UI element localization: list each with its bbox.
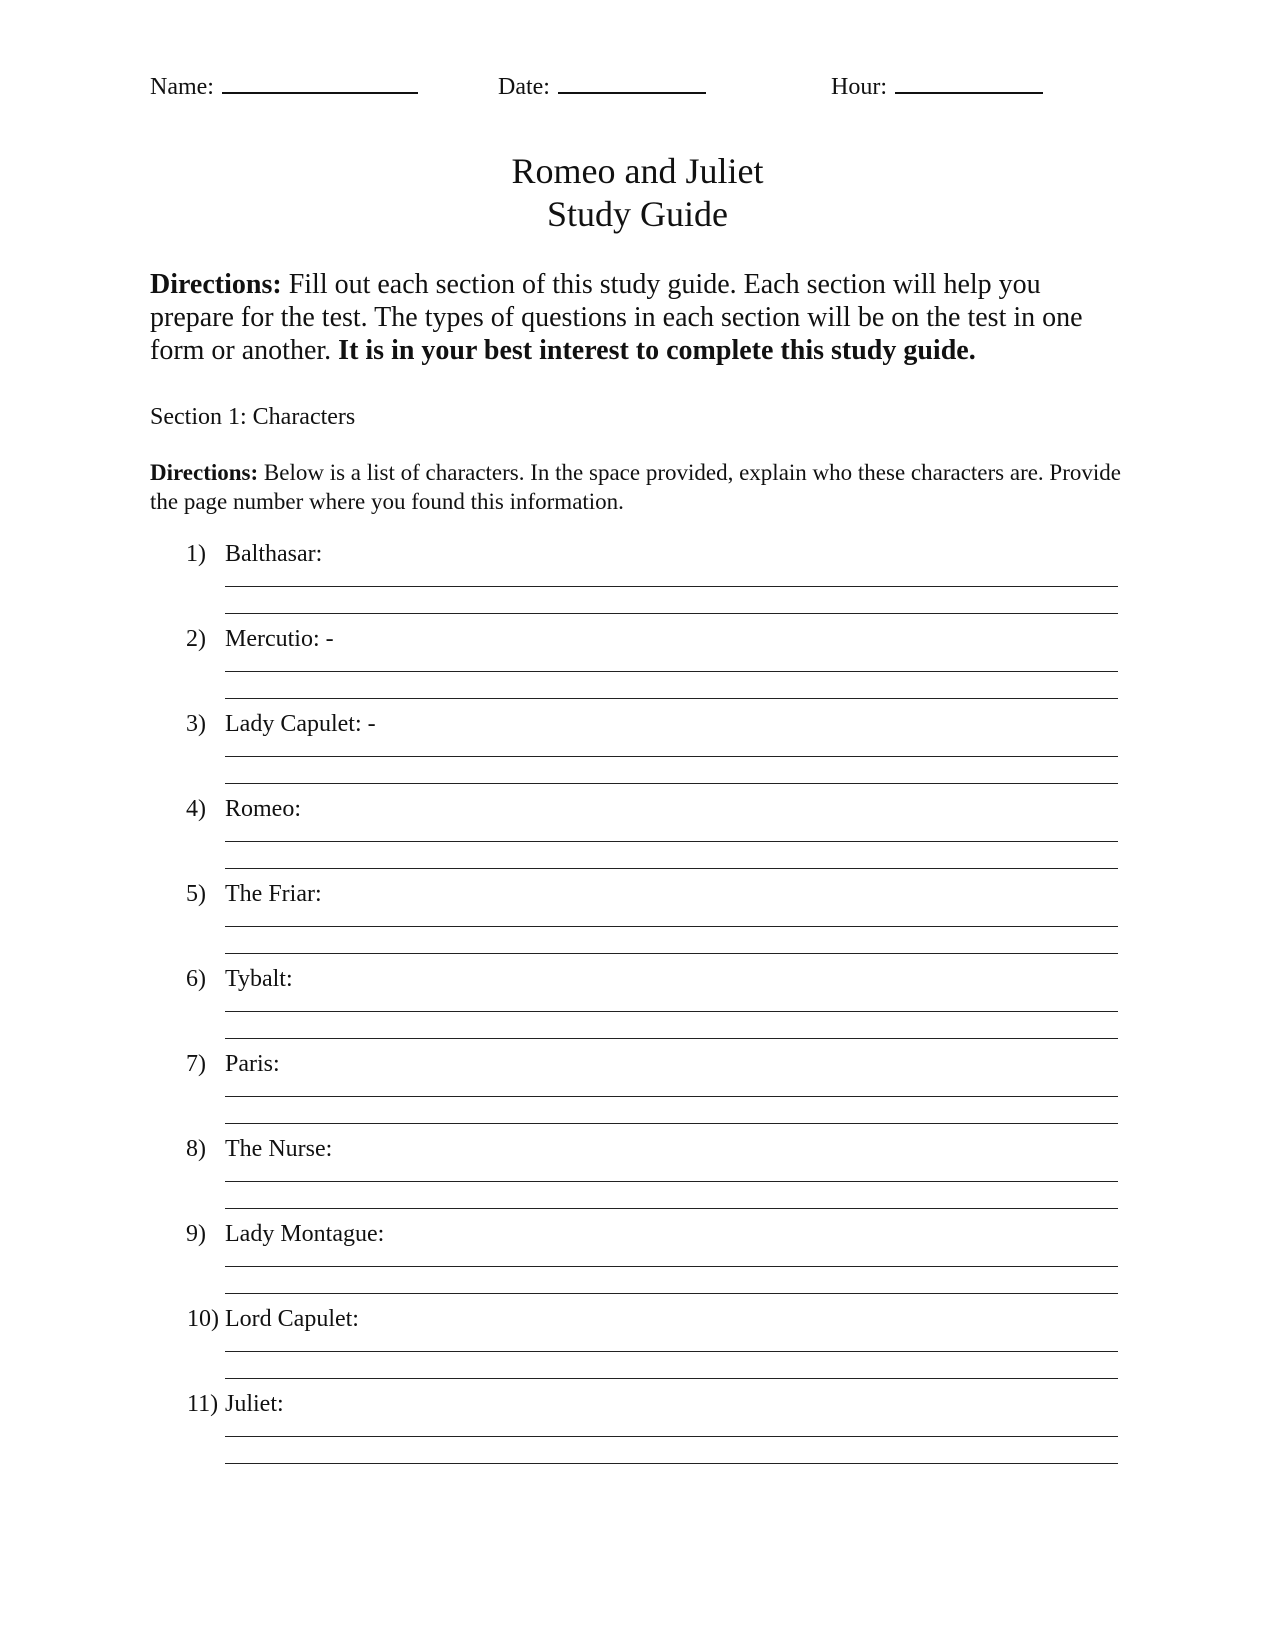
answer-line[interactable] (225, 868, 1118, 869)
page-title: Romeo and Juliet (511, 151, 764, 191)
directions-label: Directions: (150, 269, 282, 300)
date-blank-line[interactable] (558, 74, 706, 94)
list-item (0, 880, 1275, 966)
list-item (0, 1220, 1275, 1306)
section-directions-text: Below is a list of characters. In the space provided, explain who these characters are. Provide the page number where you found this information. (150, 460, 1121, 514)
item-number: 1) (186, 541, 206, 567)
character-name: Tybalt: (225, 966, 293, 992)
answer-line[interactable] (225, 1351, 1118, 1352)
character-name: The Nurse: (225, 1136, 333, 1162)
directions-text: Fill out each section of this study guide. Each section will help you prepare for the test. The types of questions in each section will be on the test in one form or another. (150, 269, 1083, 366)
answer-line[interactable] (225, 1181, 1118, 1182)
character-name: Lady Capulet: - (225, 711, 376, 737)
item-number: 7) (186, 1051, 206, 1077)
hour-blank-line[interactable] (895, 74, 1043, 94)
item-number: 2) (186, 626, 206, 652)
character-name: Lady Montague: (225, 1221, 385, 1247)
name-blank-line[interactable] (222, 74, 418, 94)
character-name: Mercutio: - (225, 626, 334, 652)
character-name: Balthasar: (225, 541, 323, 567)
answer-line[interactable] (225, 613, 1118, 614)
list-item (0, 1050, 1275, 1136)
answer-line[interactable] (225, 1123, 1118, 1124)
item-number: 8) (186, 1136, 206, 1162)
date-field[interactable] (498, 73, 706, 101)
list-item (0, 540, 1275, 626)
list-item (0, 710, 1275, 796)
character-name: Lord Capulet: (225, 1306, 359, 1332)
answer-line[interactable] (225, 671, 1118, 672)
directions-emphasis: It is in your best interest to complete this study guide. (338, 335, 976, 366)
answer-line[interactable] (225, 698, 1118, 699)
item-number: 6) (186, 966, 206, 992)
character-name: Juliet: (225, 1391, 284, 1417)
answer-line[interactable] (225, 926, 1118, 927)
hour-label: Hour: (831, 74, 887, 100)
page-subtitle: Study Guide (546, 194, 728, 234)
answer-line[interactable] (225, 1463, 1118, 1464)
answer-line[interactable] (225, 783, 1118, 784)
item-number: 3) (186, 711, 206, 737)
answer-line[interactable] (225, 1266, 1118, 1267)
item-number: 11) (187, 1391, 219, 1417)
character-name: Romeo: (225, 796, 301, 822)
section-heading: Section 1: Characters (150, 404, 356, 430)
answer-line[interactable] (225, 756, 1118, 757)
section-directions (150, 458, 1130, 516)
character-name: Paris: (225, 1051, 280, 1077)
hour-field[interactable] (831, 73, 1043, 101)
main-directions (150, 268, 1130, 367)
list-item (0, 1305, 1275, 1391)
answer-line[interactable] (225, 1378, 1118, 1379)
answer-line[interactable] (225, 586, 1118, 587)
list-item (0, 625, 1275, 711)
list-item (0, 965, 1275, 1051)
section-directions-label: Directions: (150, 460, 259, 485)
name-field[interactable] (150, 73, 418, 101)
list-item (0, 1135, 1275, 1221)
answer-line[interactable] (225, 1208, 1118, 1209)
item-number: 4) (186, 796, 206, 822)
answer-line[interactable] (225, 1096, 1118, 1097)
list-item (0, 795, 1275, 881)
answer-line[interactable] (225, 1011, 1118, 1012)
answer-line[interactable] (225, 1293, 1118, 1294)
answer-line[interactable] (225, 841, 1118, 842)
answer-line[interactable] (225, 1038, 1118, 1039)
date-label: Date: (498, 74, 550, 100)
answer-line[interactable] (225, 1436, 1118, 1437)
answer-line[interactable] (225, 953, 1118, 954)
item-number: 9) (186, 1221, 206, 1247)
name-label: Name: (150, 74, 214, 100)
list-item (0, 1390, 1275, 1476)
item-number: 5) (186, 881, 206, 907)
character-name: The Friar: (225, 881, 322, 907)
item-number: 10) (187, 1306, 219, 1332)
